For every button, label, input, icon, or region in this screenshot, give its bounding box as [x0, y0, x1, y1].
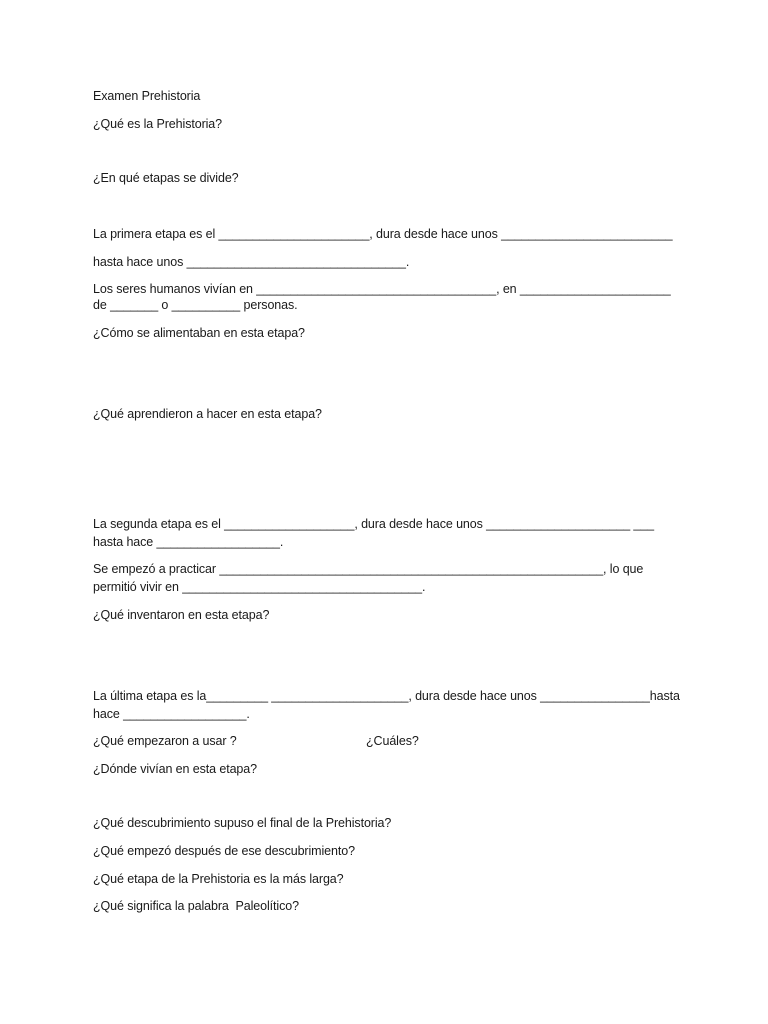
question-after-discovery: ¿Qué empezó después de ese descubrimiento?: [93, 844, 355, 858]
question-invented: ¿Qué inventaron en esta etapa?: [93, 608, 270, 622]
question-food: ¿Cómo se alimentaban en esta etapa?: [93, 326, 305, 340]
last-stage-line-1: La última etapa es la_________ ____________________, dura desde hace unos ________________hasta: [93, 689, 680, 703]
question-stages: ¿En qué etapas se divide?: [93, 171, 239, 185]
question-longest-stage: ¿Qué etapa de la Prehistoria es la más larga?: [93, 872, 344, 886]
humans-lived-line-1: Los seres humanos vivían en ___________________________________, en ______________________: [93, 282, 671, 296]
second-stage-line-2: hasta hace __________________.: [93, 535, 284, 549]
question-discovery: ¿Qué descubrimiento supuso el final de la Prehistoria?: [93, 816, 392, 830]
first-stage-line-2: hasta hace unos ________________________________.: [93, 255, 410, 269]
practice-line-2: permitió vivir en ___________________________________.: [93, 580, 426, 594]
question-began-to-use: ¿Qué empezaron a usar ?: [93, 734, 237, 748]
document-title: Examen Prehistoria: [93, 89, 201, 103]
practice-line-1: Se empezó a practicar ________________________________________________________, lo que: [93, 562, 644, 576]
question-where-lived: ¿Dónde vivían en esta etapa?: [93, 762, 257, 776]
question-what-is-prehistory: ¿Qué es la Prehistoria?: [93, 117, 223, 131]
question-which: ¿Cuáles?: [366, 734, 419, 748]
first-stage-line-1: La primera etapa es el ______________________, dura desde hace unos _________________________: [93, 227, 673, 241]
question-learned: ¿Qué aprendieron a hacer en esta etapa?: [93, 407, 322, 421]
last-stage-line-2: hace __________________.: [93, 707, 250, 721]
second-stage-line-1: La segunda etapa es el ___________________, dura desde hace unos _____________________ ___: [93, 517, 654, 531]
humans-lived-line-2: de _______ o __________ personas.: [93, 298, 298, 312]
question-paleolithic-meaning: ¿Qué significa la palabra Paleolítico?: [93, 899, 299, 913]
